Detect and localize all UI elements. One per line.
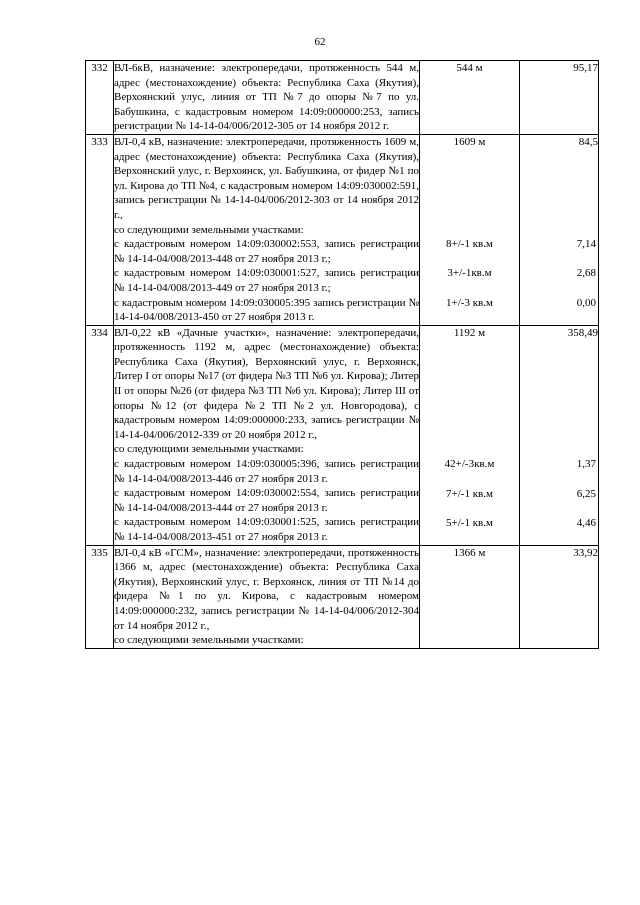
row-description [114, 325, 420, 545]
land-plot-item: с кадастровым номером 14:09:030005:395 запись регистрации № 14-14-04/008/2013-450 от 27 ноября 2013 г. [114, 296, 419, 324]
land-plot-area: 42+/-3кв.м [444, 457, 495, 470]
row-description [114, 61, 420, 135]
land-plot-area: 7+/-1 кв.м [446, 487, 493, 500]
row-cost [520, 325, 599, 545]
table-row [86, 545, 599, 648]
land-plots-heading: со следующими земельными участками: [114, 443, 304, 456]
row-size [420, 134, 520, 325]
object-length: 1366 м [453, 546, 486, 559]
land-plot-cost: 6,25 [576, 487, 596, 500]
object-cost: 33,92 [573, 546, 598, 559]
land-plot-item: с кадастровым номером 14:09:030002:554, запись регистрации № 14-14-04/008/2013-444 от 27 ноября 2013 г. [114, 487, 419, 514]
row-size [420, 325, 520, 545]
land-plot-item: с кадастровым номером 14:09:030001:527, запись регистрации № 14-14-04/008/2013-449 от 27 ноября 2013 г.; [114, 267, 419, 294]
object-description: ВЛ-0,4 кВ, назначение: электропередачи, протяженность 1609 м, адрес (местонахождение) объекта: Республика Саха (Якутия), Верхоянский улус, г. Верхоянск, ул. Бабушкина, от фидер №1 по ул. Кирова до ТП №4, с кадастровым номером 14:09:030002:591, запись регистрации № 14-14-04/006/2012-303 от 14 ноября 2012 г., [114, 135, 419, 221]
land-plot-cost: 7,14 [576, 237, 596, 250]
row-description [114, 134, 420, 325]
object-description: ВЛ-0,4 кВ «ГСМ», назначение: электропередачи, протяженность 1366 м, адрес (местонахождение) объекта: Республика Саха (Якутия), Верхоянский улус, г. Верхоянск, линия от ТП №14 до фидера №1 по ул. Кирова, с кадастровым номером 14:09:000000:232, запись регистрации № 14-14-04/006/2012-304 от 14 ноября 2012 г., [114, 546, 419, 632]
registry-body [86, 61, 599, 649]
row-description [114, 545, 420, 648]
row-size [420, 61, 520, 135]
table-row [86, 134, 599, 325]
object-cost: 95,17 [573, 62, 598, 74]
row-number: 335 [86, 545, 114, 648]
object-length: 1609 м [453, 135, 486, 148]
land-plot-item: с кадастровым номером 14:09:030002:553, запись регистрации № 14-14-04/008/2013-448 от 27 ноября 2013 г.; [114, 238, 419, 265]
registry-table [85, 60, 599, 649]
object-description: ВЛ-0,22 кВ «Дачные участки», назначение: электропередачи, протяженность 1192 м, адрес (местонахождение) объекта: Республика Саха (Якутия), Верхоянский улус, г. Верхоянск, Литер I от опоры №17 (от фидера №3 ТП №6 ул. Кирова); Литер II от опоры №26 (от фидера №3 ТП №6 ул. Кирова); Литер III от опоры №12 (от фидера №2 ТП №2 ул. Новгородова), с кадастровым номером 14:09:000000:233, запись регистрации № 14-14-04/006/2012-339 от 20 ноября 2012 г., [114, 326, 419, 441]
object-cost: 358,49 [567, 326, 598, 339]
object-cost: 84,5 [578, 135, 598, 148]
land-plots-heading: со следующими земельными участками: [114, 634, 304, 647]
row-cost [520, 545, 599, 648]
row-cost [520, 134, 599, 325]
land-plot-cost: 1,37 [576, 457, 596, 470]
page-number: 62 [314, 36, 326, 48]
land-plot-area: 3+/-1кв.м [447, 266, 492, 279]
row-number: 332 [86, 61, 114, 135]
land-plot-area: 8+/-1 кв.м [446, 237, 493, 250]
row-size [420, 545, 520, 648]
object-length: 544 м [456, 62, 483, 74]
land-plot-cost: 4,46 [576, 516, 596, 529]
row-number: 334 [86, 325, 114, 545]
land-plot-cost: 2,68 [576, 266, 596, 279]
object-length: 1192 м [453, 326, 486, 339]
land-plot-area: 1+/-3 кв.м [446, 296, 493, 309]
land-plot-item: с кадастровым номером 14:09:030005:396, запись регистрации № 14-14-04/008/2013-446 от 27 ноября 2013 г. [114, 458, 419, 485]
row-cost [520, 61, 599, 135]
land-plots-heading: со следующими земельными участками: [114, 223, 304, 236]
object-description: ВЛ-6кВ, назначение: электропередачи, протяженность 544 м, адрес (местонахождение) объекта: Республика Саха (Якутия), Верхоянский улус, линия от ТП №7 до опоры №7 по ул. Бабушкина, с кадастровым номером 14:09:000000:253, запись регистрации № 14-14-04/006/2012-305 от 14 ноября 2012 г. [114, 62, 419, 133]
land-plot-item: с кадастровым номером 14:09:030001:525, запись регистрации № 14-14-04/008/2013-451 от 27 ноября 2013 г. [114, 516, 419, 543]
table-row [86, 61, 599, 135]
row-number: 333 [86, 134, 114, 325]
land-plot-area: 5+/-1 кв.м [446, 516, 493, 529]
land-plot-cost: 0,00 [576, 296, 596, 309]
table-row [86, 325, 599, 545]
